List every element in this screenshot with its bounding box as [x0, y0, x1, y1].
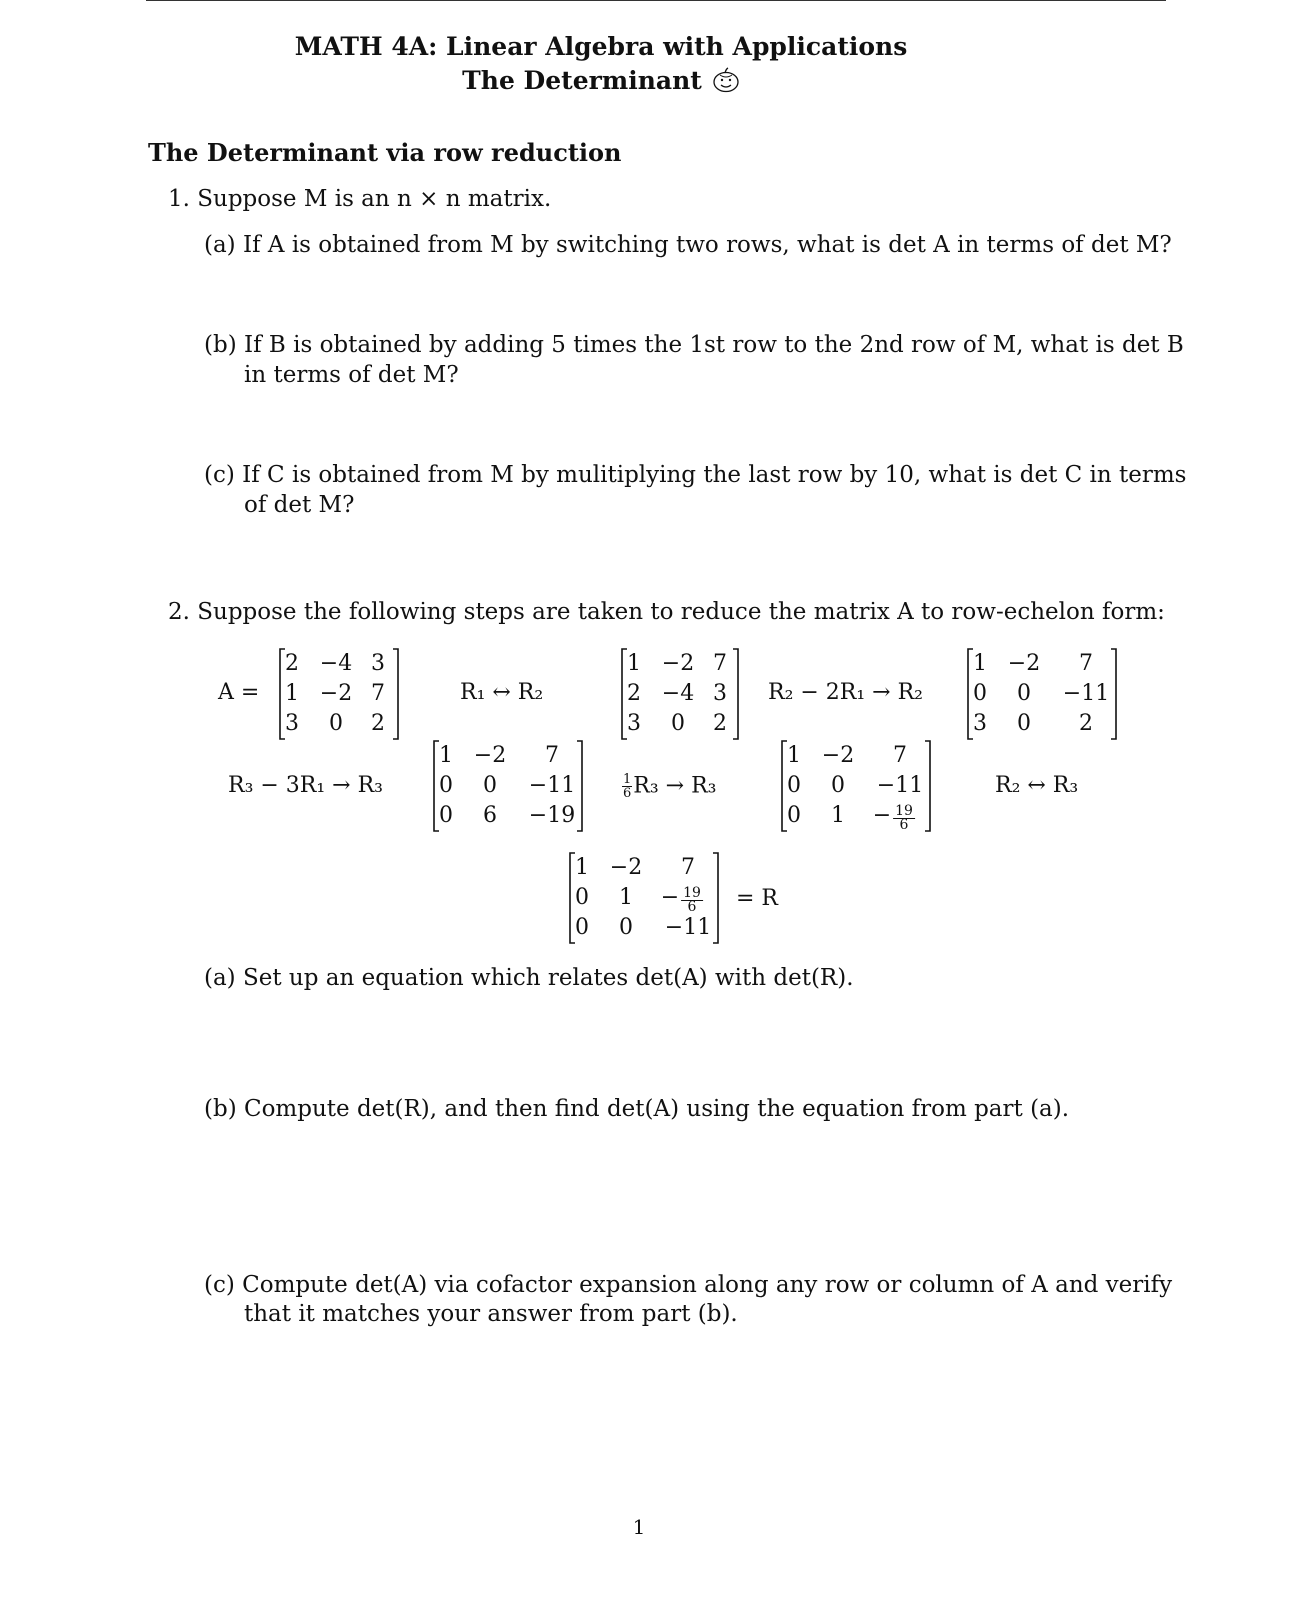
matrix-entry: 3: [973, 711, 987, 736]
matrix-entry: 0: [483, 773, 497, 798]
q1-stem-text: Suppose M is an n × n matrix.: [197, 186, 552, 212]
matrix-entry: 2: [627, 681, 641, 706]
op-swap-r1-r2: R₁ ↔ R₂: [460, 680, 544, 705]
op-swap-r2-r3: R₂ ↔ R₃: [995, 773, 1079, 798]
right-bracket: [733, 649, 738, 739]
fraction-numerator: 1: [623, 772, 632, 787]
matrix-entry: 1: [439, 743, 453, 768]
matrix-entry: 3: [371, 651, 385, 676]
matrix-entry: 1: [627, 651, 641, 676]
matrix-entry: 1: [575, 855, 589, 880]
matrix-entry: 0: [619, 915, 633, 940]
q2a: [204, 963, 854, 993]
matrix-entry: 0: [329, 711, 343, 736]
op-r2-minus-2r1: R₂ − 2R₁ → R₂: [768, 680, 923, 705]
q2c-line2: that it matches your answer from part (b).: [244, 1301, 738, 1327]
fraction-numerator: 19: [895, 803, 913, 819]
matrix-entry: 2: [371, 711, 385, 736]
matrix-entry: −4: [319, 651, 353, 676]
page-number: 1: [632, 1515, 646, 1539]
matrix-entry: −2: [661, 651, 695, 676]
q1b-label: (b): [204, 332, 237, 358]
one-sixth-fraction: [622, 773, 632, 800]
q1-number: 1.: [168, 186, 190, 212]
q2c-text: Compute det(A) via cofactor expansion along any row or column of A and verify: [242, 1272, 1173, 1298]
q2-number: 2.: [168, 599, 190, 625]
matrix-entry: −11: [876, 773, 924, 798]
q1a-text: If A is obtained from M by switching two rows, what is det A in terms of det M?: [242, 232, 1172, 258]
matrix-entry: −2: [821, 743, 855, 768]
matrix-entry: 2: [713, 711, 727, 736]
q2b: [204, 1094, 1069, 1124]
matrix-entry: 2: [1079, 711, 1093, 736]
matrix-entry: −11: [528, 773, 576, 798]
matrix-entry: 0: [575, 885, 589, 910]
matrix-entry: 7: [681, 855, 695, 880]
matrix-entry: 0: [831, 773, 845, 798]
pumpkin-icon: [712, 67, 740, 93]
q1c-text: If C is obtained from M by mulitiplying the last row by 10, what is det C in terms: [242, 462, 1187, 488]
q1c-label: (c): [204, 462, 235, 488]
a-equals: A =: [218, 680, 260, 705]
q1c-line2: of det M?: [244, 492, 355, 518]
top-rule: [146, 0, 1166, 1]
matrix-entry: 7: [893, 743, 907, 768]
fraction-denominator: 6: [899, 817, 909, 833]
matrix-entry: 3: [627, 711, 641, 736]
matrix-entry: 3: [285, 711, 299, 736]
matrix-entry: 0: [439, 803, 453, 828]
matrix-r: [568, 852, 720, 944]
op-r3-minus-3r1: R₃ − 3R₁ → R₃: [228, 773, 383, 798]
course-title: MATH 4A: Linear Algebra with Applications: [294, 32, 908, 61]
matrix-entry: −2: [1007, 651, 1041, 676]
matrix-entry: 1: [973, 651, 987, 676]
topic-text: The Determinant: [462, 66, 702, 95]
matrix-entry: 0: [575, 915, 589, 940]
matrix-entry: 7: [545, 743, 559, 768]
matrix-entry: 7: [1079, 651, 1093, 676]
q1b: [204, 330, 1184, 360]
right-bracket: [713, 853, 718, 943]
section-heading: The Determinant via row reduction: [148, 138, 622, 167]
matrix-entry: −: [872, 803, 892, 828]
topic-title: [0, 66, 1252, 95]
matrix-entry: −2: [609, 855, 643, 880]
matrix-entry: 0: [787, 773, 801, 798]
matrix-entry: 0: [973, 681, 987, 706]
matrix-entry: 1: [831, 803, 845, 828]
fraction-numerator: 19: [683, 885, 701, 901]
matrix-entry: 3: [713, 681, 727, 706]
matrix-entry: 1: [787, 743, 801, 768]
matrix-entry: 1: [285, 681, 299, 706]
q2c: [204, 1270, 1172, 1300]
matrix-a: [278, 648, 400, 740]
matrix-entry: −11: [1062, 681, 1110, 706]
op-scale-r3: [622, 773, 716, 800]
nineteen-sixths-fraction: [681, 887, 703, 914]
q2-stem-text: Suppose the following steps are taken to reduce the matrix A to row-echelon form:: [197, 599, 1165, 625]
matrix-entry: 0: [671, 711, 685, 736]
q1b-text: If B is obtained by adding 5 times the 1st row to the 2nd row of M, what is det B: [243, 332, 1184, 358]
nineteen-sixths-fraction: [893, 805, 915, 832]
matrix-entry: 0: [439, 773, 453, 798]
right-bracket: [925, 741, 930, 831]
matrix-entry: −2: [319, 681, 353, 706]
matrix-step4: [780, 740, 932, 832]
matrix-step1: [620, 648, 740, 740]
right-bracket: [393, 649, 398, 739]
q2-stem: [168, 597, 1165, 627]
matrix-entry: −: [660, 885, 680, 910]
q2b-text: Compute det(R), and then find det(A) using the equation from part (a).: [243, 1096, 1070, 1122]
fraction-denominator: 6: [623, 786, 632, 801]
q2b-label: (b): [204, 1096, 237, 1122]
matrix-step3: [432, 740, 584, 832]
q1b-line2: in terms of det M?: [244, 362, 459, 388]
matrix-entry: 0: [1017, 711, 1031, 736]
q1-stem: [168, 184, 551, 214]
fraction-denominator: 6: [687, 899, 697, 915]
matrix-entry: 0: [1017, 681, 1031, 706]
matrix-entry: 7: [371, 681, 385, 706]
matrix-entry: 2: [285, 651, 299, 676]
equals-r: = R: [736, 886, 778, 911]
right-bracket: [577, 741, 582, 831]
q2c-label: (c): [204, 1272, 235, 1298]
q1c: [204, 460, 1186, 490]
matrix-entry: −11: [664, 915, 712, 940]
q1a: [204, 230, 1172, 260]
matrix-step2: [966, 648, 1118, 740]
q2a-label: (a): [204, 965, 236, 991]
right-bracket: [1111, 649, 1116, 739]
matrix-entry: −19: [528, 803, 576, 828]
scale-op-text: R₃ → R₃: [633, 773, 717, 799]
q1a-label: (a): [204, 232, 236, 258]
matrix-entry: 6: [483, 803, 497, 828]
matrix-entry: −2: [473, 743, 507, 768]
matrix-entry: 7: [713, 651, 727, 676]
matrix-entry: 1: [619, 885, 633, 910]
matrix-entry: −4: [661, 681, 695, 706]
q2a-text: Set up an equation which relates det(A) with det(R).: [242, 965, 854, 991]
matrix-entry: 0: [787, 803, 801, 828]
